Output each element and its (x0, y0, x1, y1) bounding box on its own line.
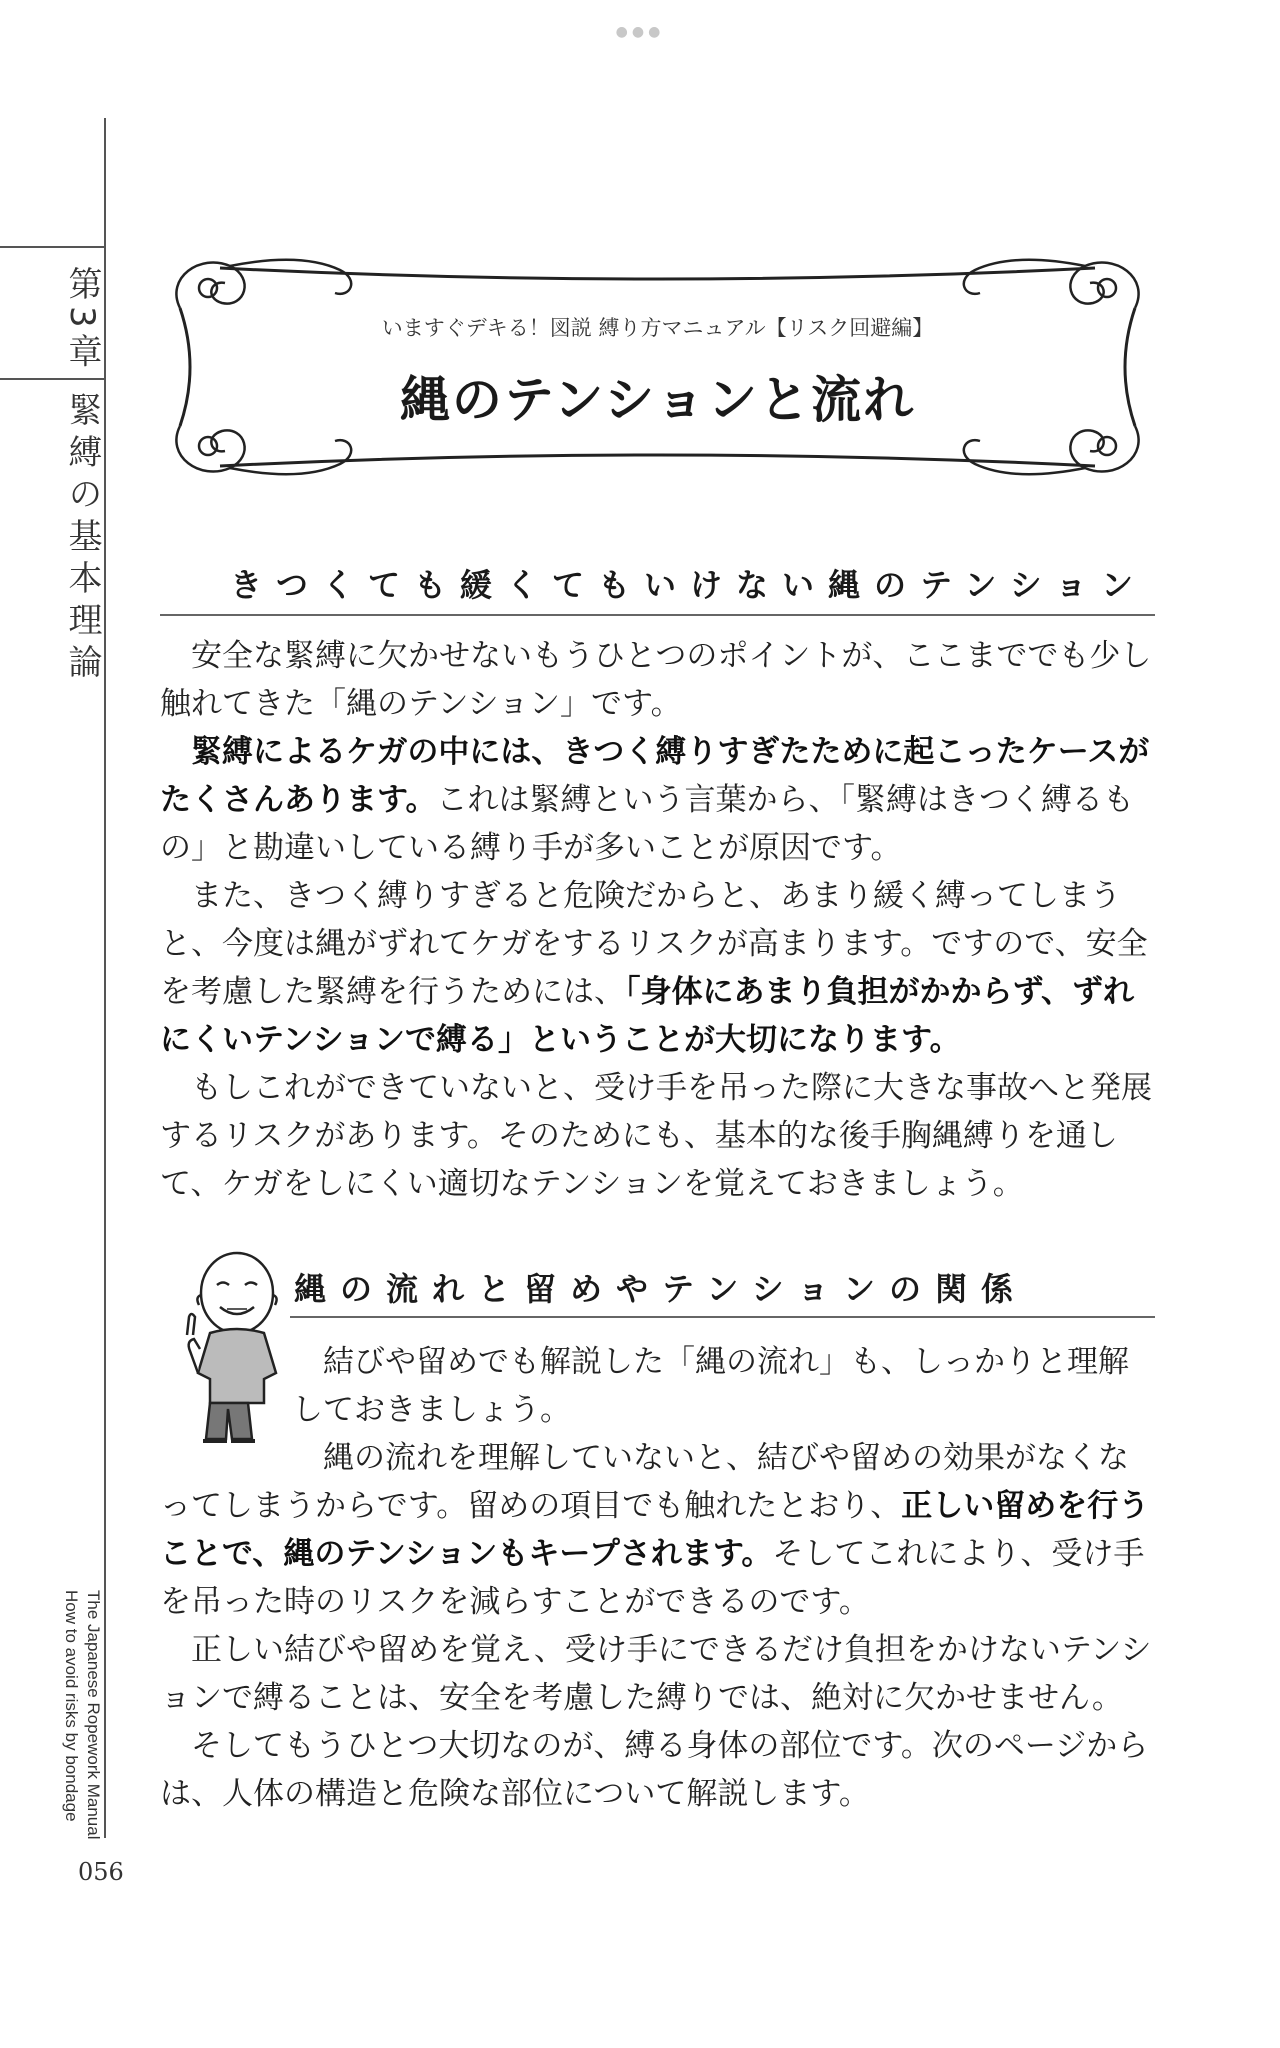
section-heading-2: 縄の流れと留めやテンションの関係 (294, 1270, 1027, 1308)
book-credit (60, 1590, 104, 1839)
emphasis-text: 正しい留めを行うことで、縄のテンションもキープされます。 (160, 1488, 1150, 1572)
credit-line-2: How to avoid risks by bondage (62, 1590, 81, 1822)
paragraph (292, 1338, 1155, 1434)
paragraph-text: もしこれができていないと、受け手を吊った際に大きな事故へと発展するリスクがあります。そのためにも、基本的な後手胸縄縛りを通して、ケガをしにくい適切なテンションを覚えておきましょう。 (160, 1070, 1152, 1202)
page-indicator-dots: ●●● (615, 24, 665, 40)
paragraph-text: 安全な緊縛に欠かせないもうひとつのポイントが、ここまででも少し触れてきた「縄のテンション」です。 (160, 638, 1152, 722)
section-2-body (160, 1434, 1155, 1818)
margin-rule (104, 118, 106, 1838)
section-2-intro (292, 1338, 1155, 1434)
section-1-body (160, 632, 1155, 1208)
paragraph (160, 632, 1155, 728)
series-subtitle: いますぐデキる！図説 縛り方マニュアル【リスク回避編】 (381, 316, 934, 340)
paragraph-text: そしてもうひとつ大切なのが、縛る身体の部位です。次のページからは、人体の構造と危険な部位について解説します。 (160, 1728, 1149, 1812)
paragraph-text: これは緊縛という言葉から、「緊縛はきつく縛るもの」と勘違いしている縛り手が多いことが原因です。 (160, 782, 1135, 866)
page-title: 縄のテンションと流れ (399, 371, 916, 429)
emphasis-text: 「身体にあまり負担がかからず、ずれにくいテンションで縛る」ということが大切になります。 (160, 974, 1135, 1058)
paragraph (160, 1064, 1155, 1208)
emphasis-text: 緊縛によるケガの中には、きつく縛りすぎたために起こったケースがたくさんあります。 (160, 734, 1150, 818)
heading-rule-2 (290, 1316, 1155, 1318)
credit-line-1: The Japanese Ropework Manual (84, 1590, 103, 1840)
chapter-label: 第3章 (62, 266, 102, 374)
paragraph (160, 1626, 1155, 1722)
paragraph (160, 872, 1155, 1064)
paragraph-text: そしてこれにより、受け手を吊った時のリスクを減らすことができるのです。 (160, 1536, 1145, 1620)
paragraph-text: また、きつく縛りすぎると危険だからと、あまり緩く縛ってしまうと、今度は縄がずれてケガをするリスクが高まります。ですので、安全を考慮した緊縛を行うためには、 (160, 878, 1148, 1010)
paragraph-text: 結びや留めでも解説した「縄の流れ」も、しっかりと理解しておきましょう。 (292, 1344, 1129, 1428)
paragraph-text: 縄の流れを理解していないと、結びや留めの効果がなくなってしまうからです。留めの項目でも触れたとおり、 (160, 1440, 1129, 1524)
heading-rule-1 (160, 614, 1155, 616)
section-heading-1: きつくても緩くてもいけない縄のテンション (230, 566, 1147, 604)
paragraph (160, 728, 1155, 872)
paragraph (160, 1722, 1155, 1818)
paragraph (160, 1434, 1155, 1626)
paragraph-text: 正しい結びや留めを覚え、受け手にできるだけ負担をかけないテンションで縛ることは、安全を考慮した縛りでは、絶対に欠かせません。 (160, 1632, 1152, 1716)
mascot-illustration (165, 1245, 290, 1445)
section-label: 緊縛の基本理論 (62, 392, 102, 686)
page-number: 056 (78, 1858, 124, 1886)
